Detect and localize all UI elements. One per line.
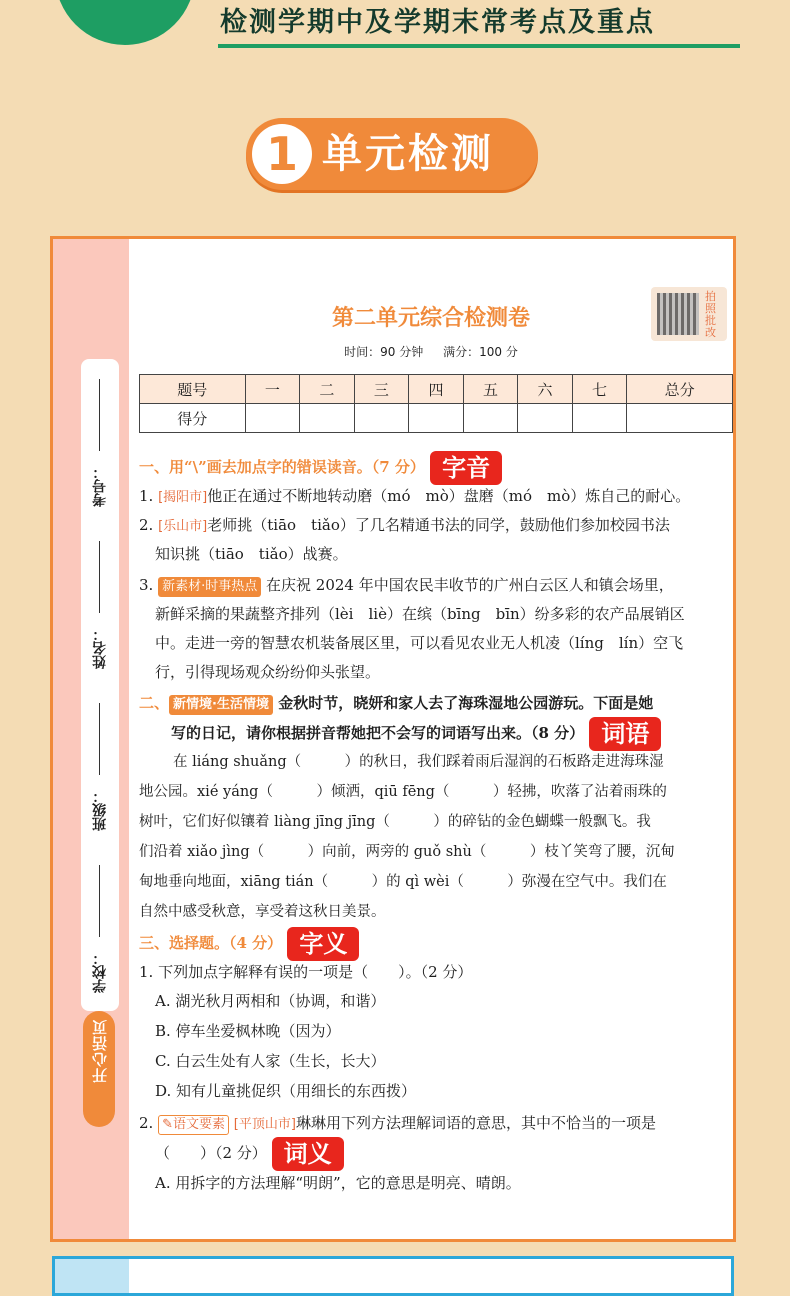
school-line [99,865,100,937]
table-cell: 一 [245,375,300,404]
question-3-2-cont [139,1137,733,1171]
unit-pill [246,118,538,190]
question-3-2-option-a[interactable]: A. 用拆字的方法理解“明朗”，它的意思是明亮、晴朗。 [155,1174,521,1192]
question-1-3 [139,571,733,600]
section-1-text: 一、用“\”画去加点字的错误读音。（7 分） [139,458,425,476]
question-1-1 [139,482,733,512]
table-cell: 六 [518,375,573,404]
question-1-3-line: 新鲜采摘的果蔬整齐排列（lèi liè）在缤（bīng bīn）纷多彩的农产品展销区 [155,605,685,623]
paper-meta [129,343,733,360]
diary-line: 自然中感受秋意，享受着这秋日美景。 [139,904,386,920]
student-info-box [81,359,119,1011]
table-cell: 题号 [140,375,246,404]
school-label: 学校： [92,951,108,993]
diary-line: 甸地垂向地面，xiāng tián（ ）的 qì wèi（ ）弥漫在空气中。我们在 [139,874,667,890]
section-2-title [139,689,733,718]
score-table-row [140,404,733,433]
next-card-strip [55,1259,129,1293]
source-tag: [乐山市] [158,519,208,534]
table-cell: 三 [354,375,409,404]
unit-number: 1 [252,124,312,184]
name-line [99,541,100,613]
score-input-cell[interactable] [409,404,464,433]
option-d[interactable]: D. 知有儿童挑促织（用细长的东西拨） [155,1082,417,1100]
option-b[interactable]: B. 停车坐爱枫林晚（因为） [155,1022,341,1040]
exam-card [50,236,736,1242]
question-text: 在庆祝 2024 年中国农民丰收节的广州白云区人和镇会场里， [266,576,674,594]
question-number: 1. [139,487,154,505]
question-1-2-cont: 知识挑（tiāo tiǎo）战赛。 [155,545,348,563]
student-info-strip [53,239,129,1239]
section-2-number: 二、 [139,694,170,712]
question-text: 他正在通过不断地转动磨（mó mò）盘磨（mó mò）炼自己的耐心。 [207,487,691,505]
diary-line: 们沿着 xiǎo jìng（ ）向前，两旁的 guǒ shù（ ）枝丫笑弯了腰，沉甸 [139,844,675,860]
score-input-cell[interactable] [354,404,409,433]
question-number: 2. [139,1114,154,1132]
page-heading: 检测学期中及学期末常考点及重点 [220,7,655,38]
question-number: 2. [139,516,154,534]
paper-title: 第二单元综合检测卷 [331,306,530,331]
exam-number-field [81,369,119,519]
scenario-tag: 新情境·生活情境 [169,695,273,715]
section-3-text: 三、选择题。（4 分） [139,934,283,952]
question-1-2 [139,511,733,541]
table-cell: 五 [463,375,518,404]
option-a[interactable]: A. 湖光秋月两相和（协调，和谐） [155,992,386,1010]
section-2-title-cont [139,717,733,751]
name-field [81,531,119,681]
unit-label: 单元检测 [322,131,494,177]
score-input-cell[interactable] [627,404,733,433]
heading-underline [218,44,740,48]
section-3-title [139,927,359,961]
character-meaning-tag: 字义 [287,927,359,961]
class-line [99,703,100,775]
diary-line: 地公园。xié yáng（ ）倾洒，qiū fēng（ ）轻拂，吹落了沾着雨珠的 [139,784,667,800]
question-1-3-line: 行，引得现场观众纷纷仰头张望。 [155,663,381,681]
words-tag: 词语 [589,717,661,751]
question-3-2 [139,1109,733,1139]
score-input-cell[interactable] [518,404,573,433]
question-text: 琳琳用下列方法理解词语的意思，其中不恰当的一项是 [295,1114,656,1132]
score-input-cell[interactable] [463,404,518,433]
table-cell: 二 [300,375,355,404]
source-tag: [平顶山市] [233,1117,296,1132]
answer-blank[interactable]: （ ）（2 分） [155,1144,267,1162]
word-meaning-tag: 词义 [272,1137,344,1171]
pronunciation-tag: 字音 [430,451,502,485]
source-tag: [揭阳市] [158,490,208,505]
exam-content [129,239,733,1239]
score-table-header [140,375,733,404]
brand-badge-text: 开心活页 [91,1019,109,1083]
language-element-tag: ✎语文要素 [158,1115,229,1135]
next-card-preview [52,1256,734,1296]
score-input-cell[interactable] [572,404,627,433]
section-2-text-cont: 写的日记，请你根据拼音帮她把不会写的词语写出来。（8 分） [171,724,585,742]
score-input-cell[interactable] [245,404,300,433]
full-score: 满分：100 分 [443,345,518,359]
option-c[interactable]: C. 白云生处有人家（生长，长大） [155,1052,386,1070]
score-input-cell[interactable] [300,404,355,433]
table-cell: 得分 [140,404,246,433]
section-1-title [139,451,502,485]
question-1-3-line: 中。走进一旁的智慧农机装备展区里，可以看见农业无人机凌（líng lín）空飞 [155,634,684,652]
question-text: 老师挑（tiāo tiǎo）了几名精通书法的同学，鼓励他们参加校园书法 [207,516,670,534]
name-label: 姓名： [92,627,108,669]
time-limit: 时间：90 分钟 [344,345,424,359]
exam-number-line [99,379,100,451]
qr-caption: 拍照批改 [705,290,716,339]
table-cell: 七 [572,375,627,404]
table-cell: 四 [409,375,464,404]
hot-topic-tag: 新素材·时事热点 [158,577,261,597]
section-2-text: 金秋时节，晓妍和家人去了海珠湿地公园游玩。下面是她 [278,694,654,712]
diary-line: 树叶，它们好似镶着 liàng jīng jīng（ ）的碎钻的金色蝴蝶一般飘飞。我 [139,814,651,830]
score-table [139,374,733,433]
question-number: 3. [139,576,154,594]
diary-line: 在 liáng shuǎng（ ）的秋日，我们踩着雨后湿润的石板路走进海珠湿 [173,754,664,770]
table-cell: 总分 [627,375,733,404]
brand-badge [83,1011,115,1127]
school-field [81,855,119,1005]
exam-number-label: 考号： [92,465,108,507]
question-3-1: 1. 下列加点字解释有误的一项是（ ）。（2 分） [139,963,473,981]
class-label: 班级： [92,789,108,831]
class-field [81,693,119,843]
brand-logo [55,0,195,45]
